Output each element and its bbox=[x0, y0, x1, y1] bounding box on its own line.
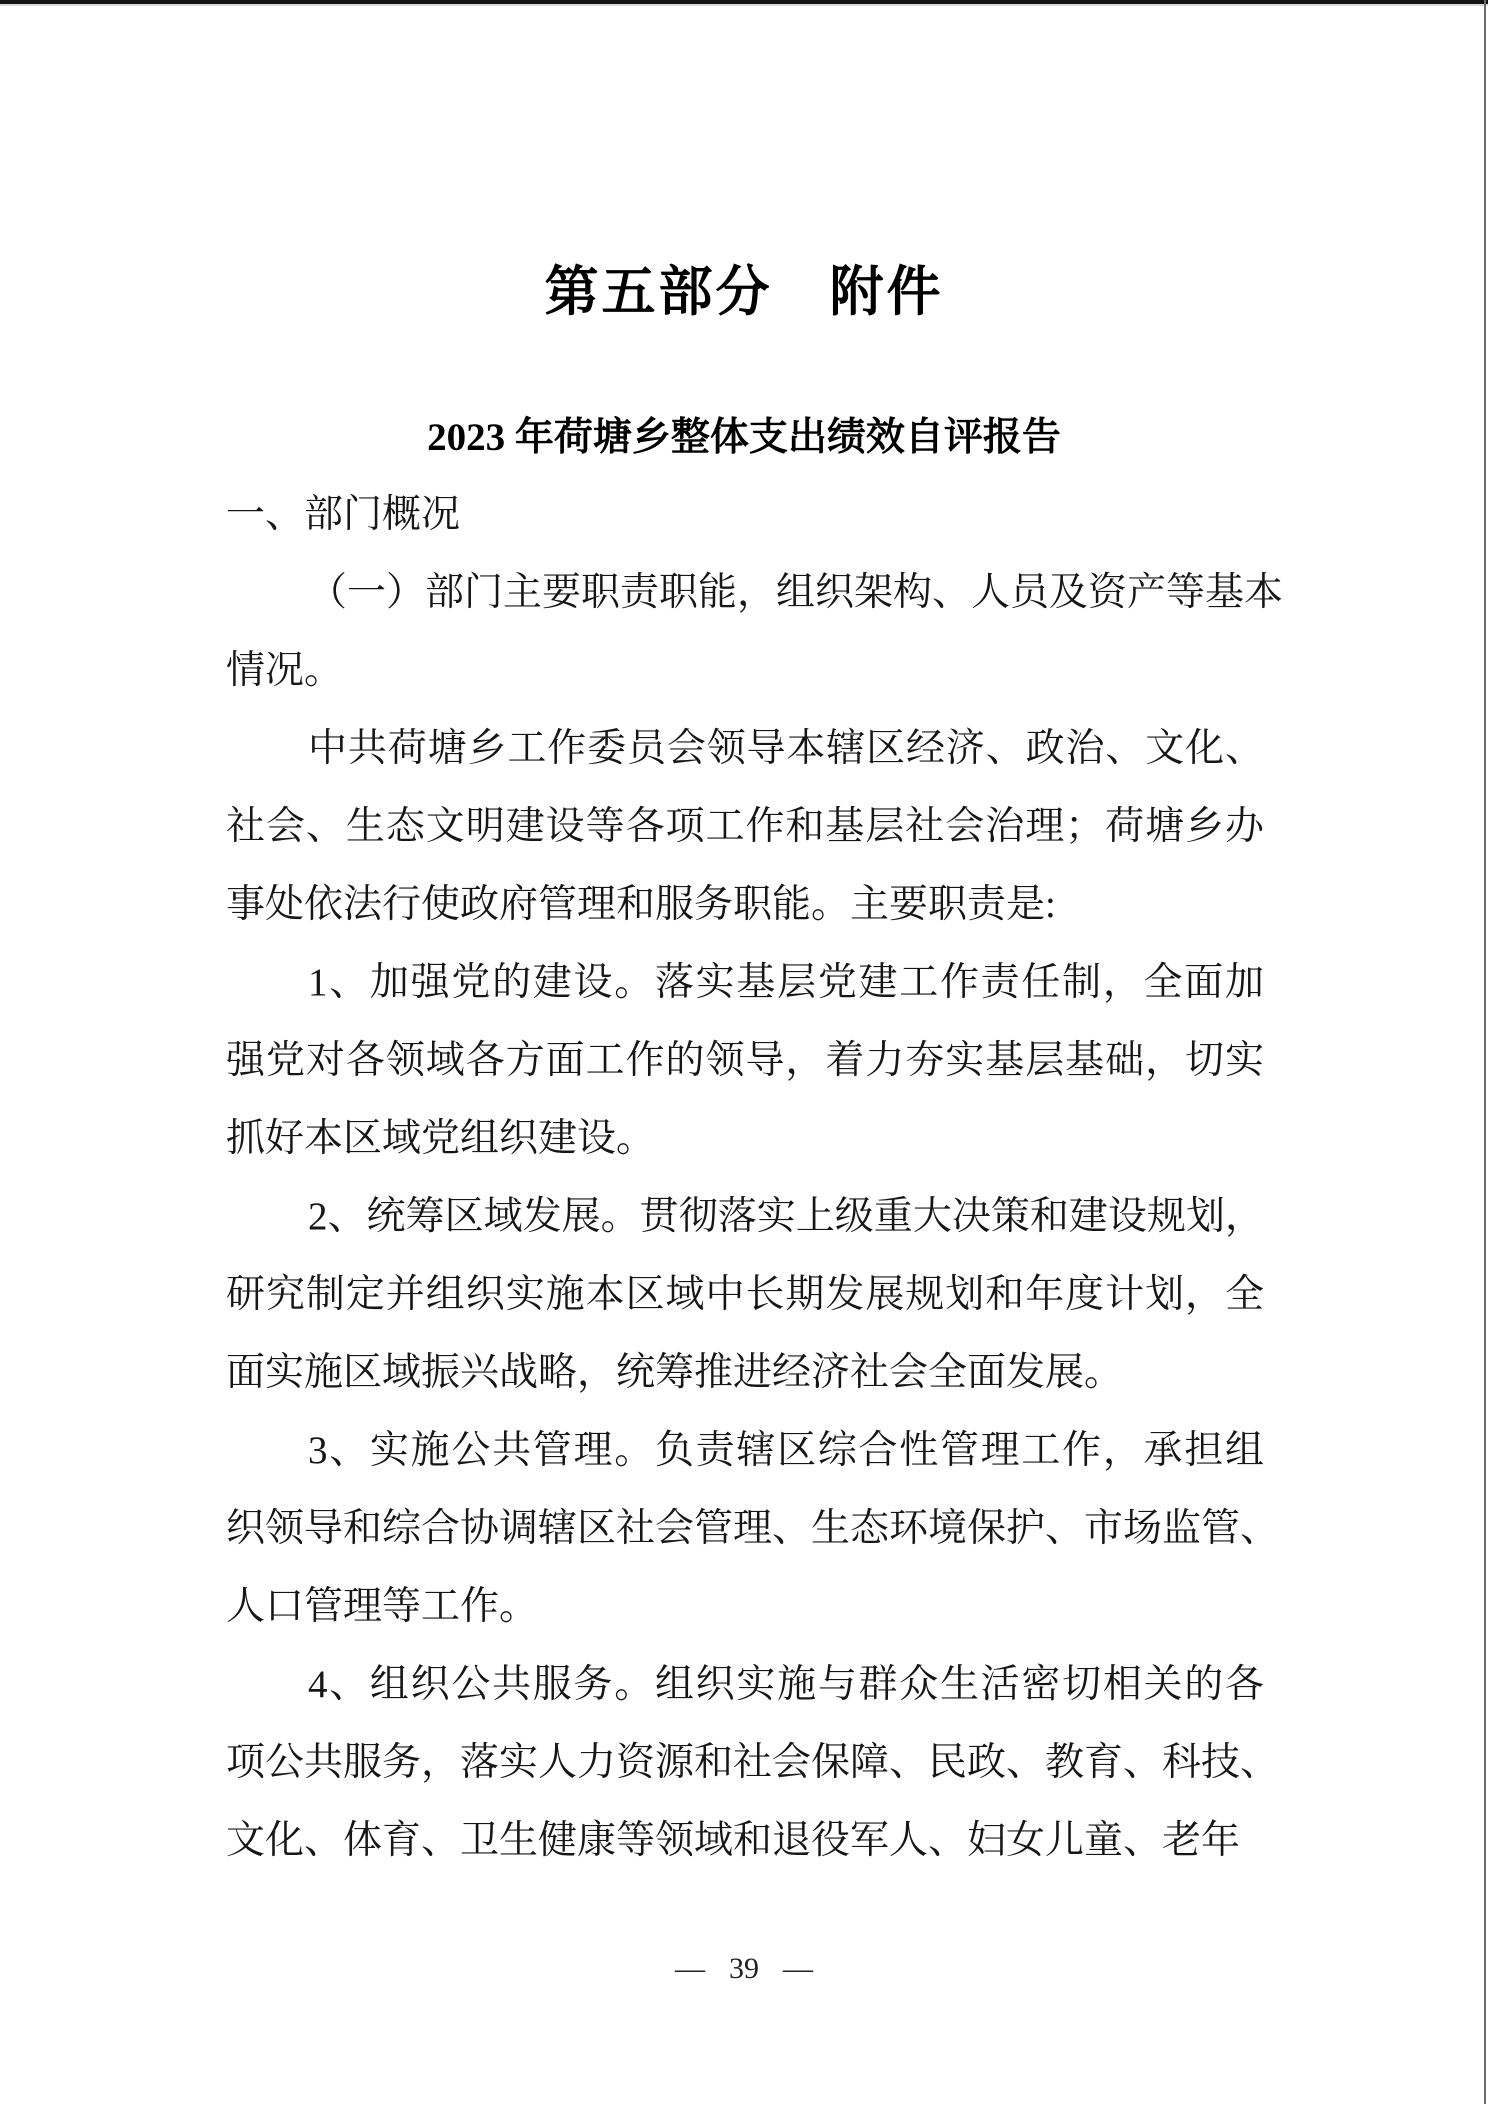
paragraph-overview bbox=[226, 710, 1264, 944]
body-line: 织领导和综合协调辖区社会管理、生态环境保护、市场监管、 bbox=[226, 1507, 1280, 1550]
document-body bbox=[226, 476, 1284, 1880]
subsection-heading-1-1 bbox=[226, 554, 1284, 710]
body-line: 研究制定并组织实施本区域中长期发展规划和年度计划，全 bbox=[226, 1273, 1264, 1316]
duty-item-3 bbox=[226, 1412, 1280, 1646]
body-line: 4、组织公共服务。组织实施与群众生活密切相关的各 bbox=[308, 1663, 1264, 1706]
body-line: 社会、生态文明建设等各项工作和基层社会治理；荷塘乡办 bbox=[226, 805, 1264, 848]
duty-item-4 bbox=[226, 1646, 1280, 1880]
footer-dash-right: — bbox=[783, 1952, 813, 1985]
body-line: （一）部门主要职责职能，组织架构、人员及资产等基本 bbox=[308, 571, 1284, 614]
report-title: 2023 年荷塘乡整体支出绩效自评报告 bbox=[427, 416, 1061, 459]
body-line: 文化、体育、卫生健康等领域和退役军人、妇女儿童、老年 bbox=[226, 1819, 1241, 1862]
duty-item-1 bbox=[226, 944, 1264, 1178]
section-heading-1 bbox=[226, 476, 1264, 554]
duty-item-2 bbox=[226, 1178, 1264, 1412]
body-line: 强党对各领域各方面工作的领导，着力夯实基层基础，切实 bbox=[226, 1039, 1264, 1082]
body-line: 3、实施公共管理。负责辖区综合性管理工作，承担组 bbox=[308, 1429, 1264, 1472]
body-line: 1、加强党的建设。落实基层党建工作责任制，全面加 bbox=[308, 961, 1264, 1004]
body-line: 抓好本区域党组织建设。 bbox=[226, 1117, 656, 1160]
footer-dash-left: — bbox=[675, 1952, 705, 1985]
body-line: 事处依法行使政府管理和服务职能。主要职责是: bbox=[226, 883, 1056, 926]
body-line: 面实施区域振兴战略，统筹推进经济社会全面发展。 bbox=[226, 1351, 1124, 1394]
scan-edge-top-shadow bbox=[0, 4, 1488, 6]
part-title: 第五部分 附件 bbox=[544, 262, 944, 322]
body-line: 项公共服务，落实人力资源和社会保障、民政、教育、科技、 bbox=[226, 1741, 1280, 1784]
body-line: 中共荷塘乡工作委员会领导本辖区经济、政治、文化、 bbox=[308, 727, 1264, 770]
body-line: 一、部门概况 bbox=[226, 493, 461, 536]
body-line: 情况。 bbox=[226, 649, 344, 692]
page-number: 39 bbox=[729, 1952, 759, 1985]
body-line: 2、统筹区域发展。贯彻落实上级重大决策和建设规划， bbox=[308, 1195, 1264, 1238]
body-line: 人口管理等工作。 bbox=[226, 1585, 539, 1628]
page-footer bbox=[0, 1948, 1488, 1990]
